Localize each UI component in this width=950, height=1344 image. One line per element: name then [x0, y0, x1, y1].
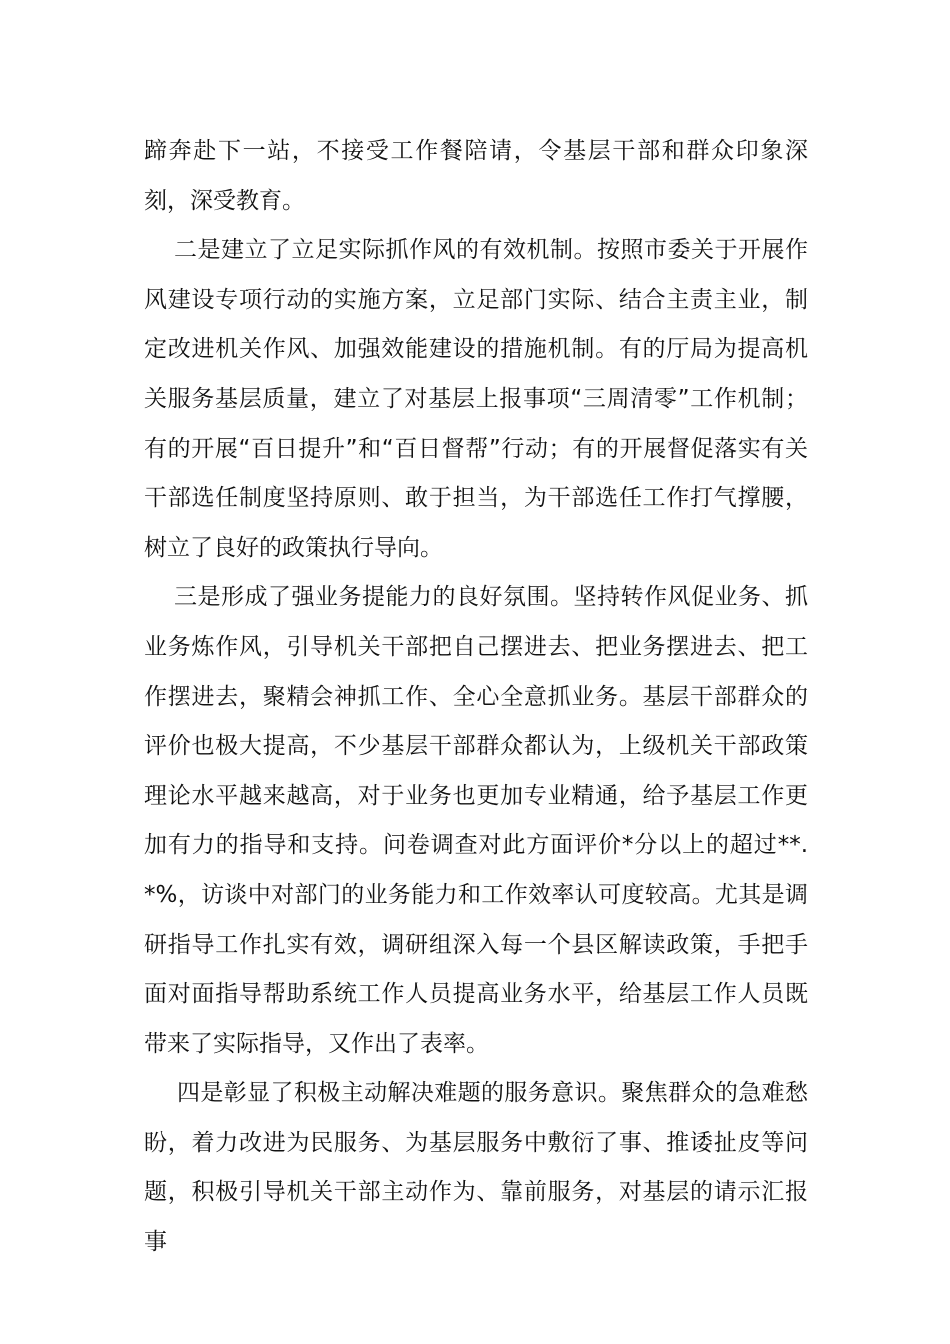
- paragraph-point-four: 四是彰显了积极主动解决难题的服务意识。聚焦群众的急难愁盼，着力改进为民服务、为基层服务中敷衍了事、推诿扯皮等问题，积极引导机关干部主动作为、靠前服务，对基层的请示汇报事: [144, 1080, 808, 1256]
- paragraph-continuation: 蹄奔赴下一站，不接受工作餐陪请，令基层干部和群众印象深刻，深受教育。: [144, 138, 808, 214]
- document-body: [144, 127, 808, 1268]
- paragraph-point-three: 三是形成了强业务提能力的良好氛围。坚持转作风促业务、抓业务炼作风，引导机关干部把自己摆进去、把业务摆进去、把工作摆进去，聚精会神抓工作、全心全意抓业务。基层干部群众的评价也极大提高，不少基层干部群众都认为，上级机关干部政策理论水平越来越高，对于业务也更加专业精通，给予基层工作更加有力的指导和支持。问卷调查对此方面评价*分以上的超过**.*%，访谈中对部门的业务能力和工作效率认可度较高。尤其是调研指导工作扎实有效，调研组深入每一个县区解读政策，手把手面对面指导帮助系统工作人员提高业务水平，给基层工作人员既带来了实际指导，又作出了表率。: [144, 584, 808, 1057]
- paragraph-point-two: 二是建立了立足实际抓作风的有效机制。按照市委关于开展作风建设专项行动的实施方案，立足部门实际、结合主责主业，制定改进机关作风、加强效能建设的措施机制。有的厅局为提高机关服务基层质量，建立了对基层上报事项“三周清零”工作机制；有的开展“百日提升”和“百日督帮”行动；有的开展督促落实有关干部选任制度坚持原则、敢于担当，为干部选任工作打气撑腰，树立了良好的政策执行导向。: [144, 237, 808, 561]
